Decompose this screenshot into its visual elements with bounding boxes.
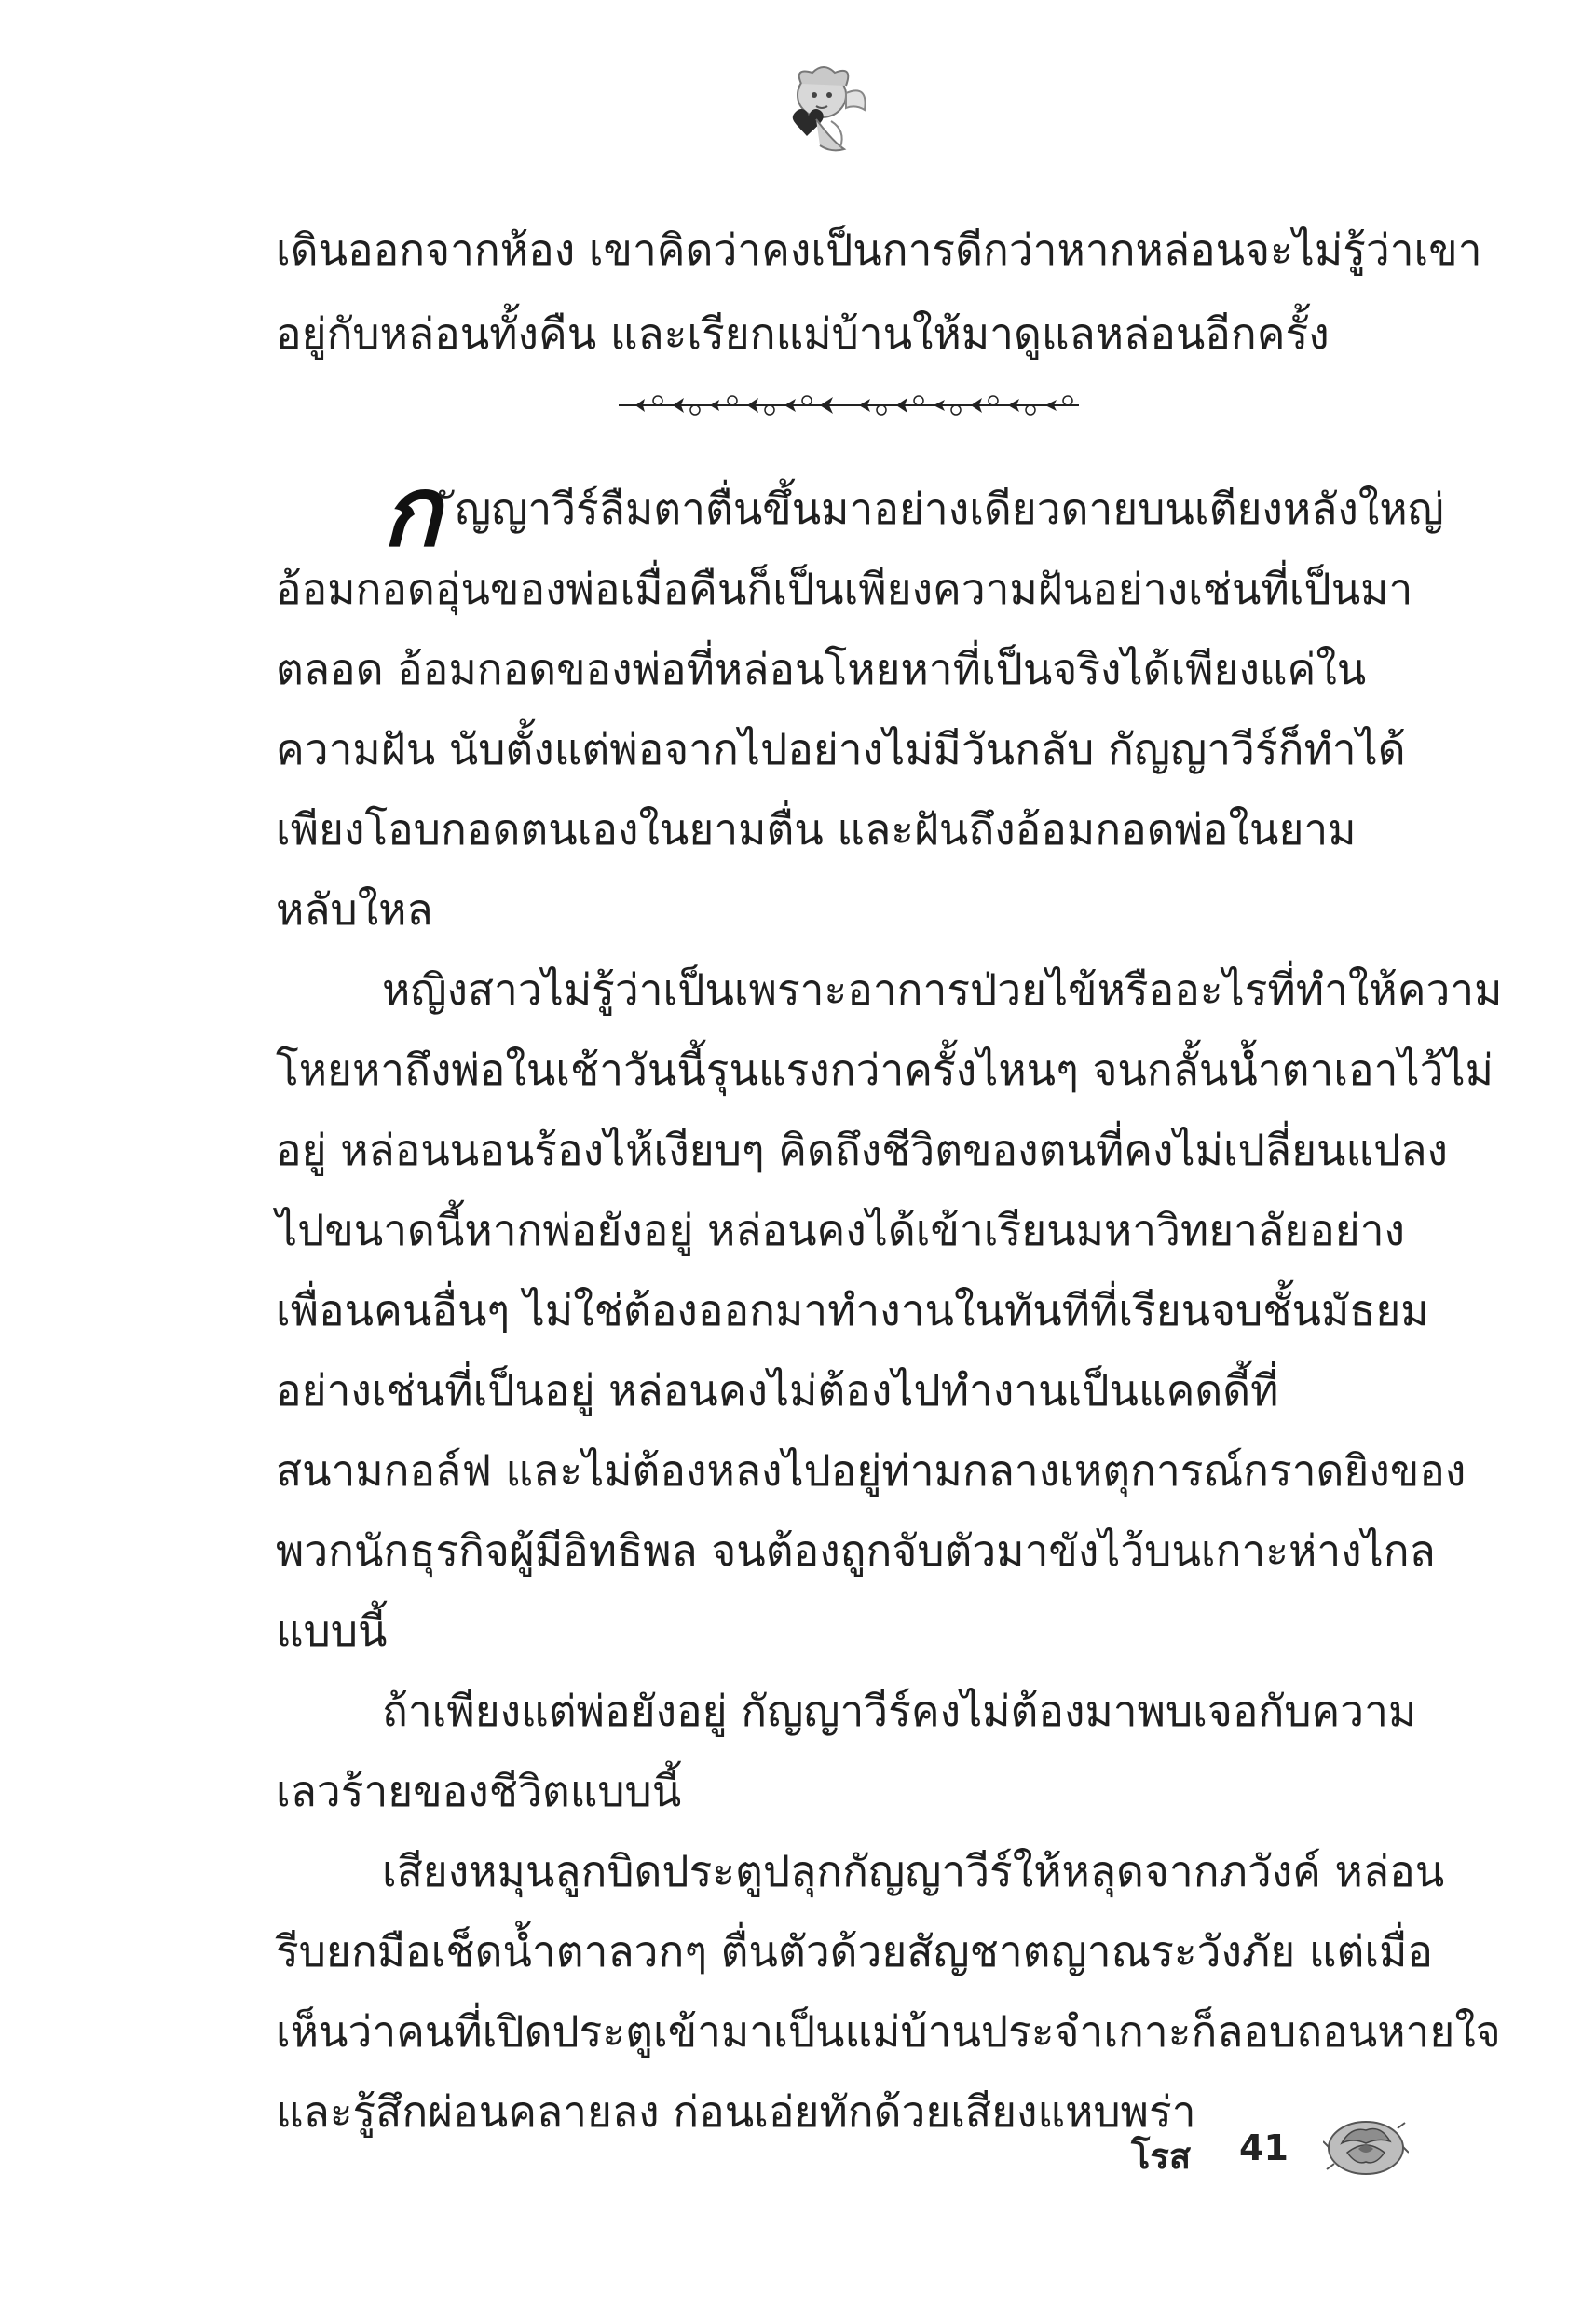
text-line: เพียงโอบกอดตนเองในยามตื่น และฝันถึงอ้อมกอดพ่อในยาม xyxy=(276,804,1357,855)
text-line: เลวร้ายของชีวิตแบบนี้ xyxy=(276,1766,682,1816)
text-line: แบบนี้ xyxy=(276,1606,388,1656)
text-line: ไปขนาดนี้หากพ่อยังอยู่ หล่อนคงได้เข้าเรียนมหาวิทยาลัยอย่าง xyxy=(276,1205,1406,1255)
text-line: ัญญาวีร์ลืมตาตื่นขึ้นมาอย่างเดียวดายบนเตียงหลังใหญ่ xyxy=(455,484,1444,534)
text-line: เสียงหมุนลูกบิดประตูปลุกกัญญาวีร์ให้หลุดจากภวังค์ หล่อน xyxy=(382,1846,1445,1896)
text-line: รีบยกมือเช็ดน้ำตาลวกๆ ตื่นตัวด้วยสัญชาตญาณระวังภัย แต่เมื่อ xyxy=(276,1926,1434,1976)
text-line: หญิงสาวไม่รู้ว่าเป็นเพราะอาการป่วยไข้หรืออะไรที่ทำให้ความ xyxy=(382,964,1503,1015)
text-line: เห็นว่าคนที่เปิดประตูเข้ามาเป็นแม่บ้านประจำเกาะก็ลอบถอนหายใจ xyxy=(276,2006,1501,2057)
text-line: ตลอด อ้อมกอดของพ่อที่หล่อนโหยหาที่เป็นจริงได้เพียงแค่ใน xyxy=(276,644,1367,694)
text-line: อ้อมกอดอุ่นของพ่อเมื่อคืนก็เป็นเพียงความฝันอย่างเช่นที่เป็นมา xyxy=(276,564,1413,614)
text-line: โหยหาถึงพ่อในเช้าวันนี้รุนแรงกว่าครั้งไหนๆ จนกลั้นน้ำตาเอาไว้ไม่ xyxy=(276,1045,1494,1095)
text-line: อย่างเช่นที่เป็นอยู่ หล่อนคงไม่ต้องไปทำงานเป็นแคดดี้ที่ xyxy=(276,1365,1279,1415)
text-line: และรู้สึกผ่อนคลายลง ก่อนเอ่ยทักด้วยเสียงแหบพร่า xyxy=(276,2086,1196,2137)
cupid-emblem-icon xyxy=(775,56,878,168)
vine-divider-icon xyxy=(617,390,1081,421)
running-title: โรส xyxy=(1131,2136,1192,2177)
page-number: 41 xyxy=(1239,2127,1289,2168)
text-line: ความฝัน นับตั้งแต่พ่อจากไปอย่างไม่มีวันกลับ กัญญาวีร์ก็ทำได้ xyxy=(276,724,1406,774)
text-line: เดินออกจากห้อง เขาคิดว่าคงเป็นการดีกว่าหากหล่อนจะไม่รู้ว่าเขา xyxy=(276,225,1482,275)
rose-icon xyxy=(1323,2115,1409,2181)
text-line: สนามกอล์ฟ และไม่ต้องหลงไปอยู่ท่ามกลางเหตุการณ์กราดยิงของ xyxy=(276,1445,1466,1496)
drop-cap: ก xyxy=(382,455,441,568)
text-line: ถ้าเพียงแต่พ่อยังอยู่ กัญญาวีร์คงไม่ต้องมาพบเจอกับความ xyxy=(382,1686,1417,1736)
text-line: อยู่ หล่อนนอนร้องไห้เงียบๆ คิดถึงชีวิตของตนที่คงไม่เปลี่ยนแปลง xyxy=(276,1125,1448,1175)
text-line: พวกนักธุรกิจผู้มีอิทธิพล จนต้องถูกจับตัวมาขังไว้บนเกาะห่างไกล xyxy=(276,1525,1436,1576)
text-line: หลับใหล xyxy=(276,884,433,935)
text-line: อยู่กับหล่อนทั้งคืน และเรียกแม่บ้านให้มาดูแลหล่อนอีกครั้ง xyxy=(276,308,1330,359)
text-line: เพื่อนคนอื่นๆ ไม่ใช่ต้องออกมาทำงานในทันทีที่เรียนจบชั้นมัธยม xyxy=(276,1285,1429,1335)
